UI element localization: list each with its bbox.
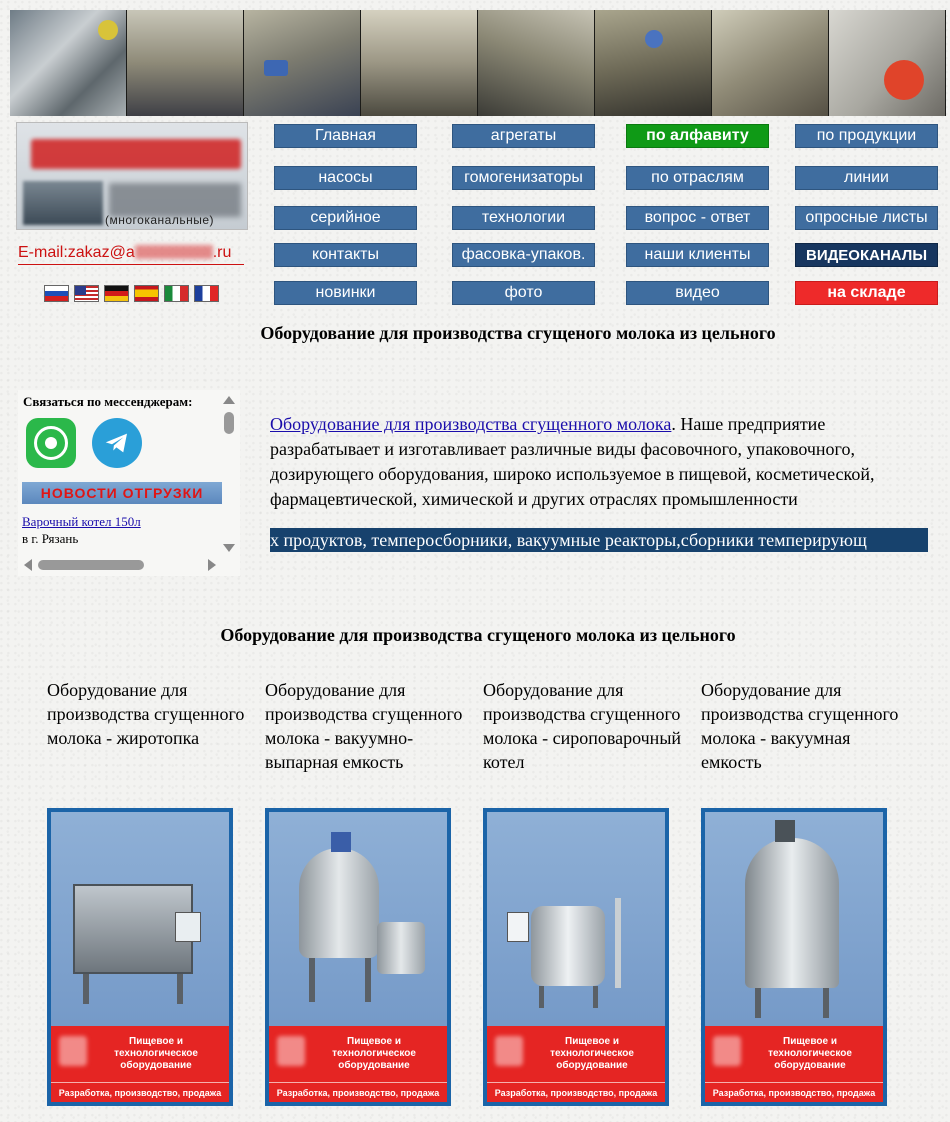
banner-workshop-photo: [127, 10, 244, 116]
product-badge: Пищевое и технологическое оборудование: [705, 1026, 883, 1082]
banner-worker-photo: [712, 10, 829, 116]
product-card[interactable]: [701, 678, 906, 1098]
product-badge: Пищевое и технологическое оборудование: [51, 1026, 229, 1082]
nav-button[interactable]: по отраслям: [626, 166, 769, 190]
logo-factory-image: [23, 181, 103, 225]
product-tagline: Разработка, производство, продажа: [269, 1082, 447, 1102]
news-link[interactable]: Варочный котел 150л: [22, 514, 141, 529]
product-tagline: Разработка, производство, продажа: [705, 1082, 883, 1102]
nav-button[interactable]: видео: [626, 281, 769, 305]
email-suffix: .ru: [212, 244, 232, 261]
product-badge: Пищевое и технологическое оборудование: [487, 1026, 665, 1082]
product-tagline: Разработка, производство, продажа: [487, 1082, 665, 1102]
news-banner[interactable]: НОВОСТИ ОТГРУЗКИ: [22, 482, 222, 504]
product-image[interactable]: [701, 808, 887, 1106]
product-card[interactable]: [483, 678, 688, 1098]
nav-button[interactable]: контакты: [274, 243, 417, 267]
scroll-right-icon[interactable]: [208, 559, 216, 571]
messenger-label: Связаться по мессенджерам:: [23, 394, 193, 409]
flag-es-icon[interactable]: [134, 285, 159, 302]
flag-it-icon[interactable]: [164, 285, 189, 302]
logo-brand-name-blurred: [31, 139, 241, 169]
whatsapp-icon[interactable]: [26, 418, 76, 468]
header-banner-photo: [10, 10, 946, 116]
intro-paragraph: [270, 412, 930, 512]
nav-button[interactable]: по продукции: [795, 124, 938, 148]
flag-fr-icon[interactable]: [194, 285, 219, 302]
nav-button[interactable]: фото: [452, 281, 595, 305]
scroll-thumb-horizontal[interactable]: [38, 560, 144, 570]
banner-equipment-photo: [361, 10, 478, 116]
scroll-up-icon[interactable]: [223, 396, 235, 404]
nav-button[interactable]: вопрос - ответ: [626, 206, 769, 230]
scroll-left-icon[interactable]: [24, 559, 32, 571]
product-card[interactable]: [47, 678, 252, 1098]
telegram-icon[interactable]: [92, 418, 142, 468]
nav-button[interactable]: на складе: [795, 281, 938, 305]
intro-text: . Наше предприятие разрабатывает и изготавливает различные виды фасовочного, упаковочного, дозирующего оборудования, широко используемое в пищевой, косметической, фармацевтической, химической и других отраслях промышленности: [270, 414, 875, 509]
product-title[interactable]: Оборудование для производства сгущенного молока - жиротопка: [47, 680, 245, 748]
nav-button[interactable]: Главная: [274, 124, 417, 148]
news-city: в г. Рязань: [22, 531, 79, 546]
horizontal-scrollbar[interactable]: [22, 558, 218, 572]
product-title[interactable]: Оборудование для производства сгущенного молока - вакуумно-выпарная емкость: [265, 680, 463, 772]
nav-button[interactable]: новинки: [274, 281, 417, 305]
nav-button[interactable]: опросные листы: [795, 206, 938, 230]
language-flags: [44, 285, 219, 302]
logo-subtitle: (многоканальные): [105, 213, 214, 227]
nav-button[interactable]: серийное: [274, 206, 417, 230]
nav-button[interactable]: линии: [795, 166, 938, 190]
nav-button[interactable]: наши клиенты: [626, 243, 769, 267]
nav-button[interactable]: насосы: [274, 166, 417, 190]
scroll-thumb[interactable]: [224, 412, 234, 434]
flag-en-icon[interactable]: [74, 285, 99, 302]
logo-phone-blurred: [109, 183, 241, 217]
email-blurred-part: [135, 245, 213, 259]
intro-link[interactable]: Оборудование для производства сгущенного молока: [270, 414, 672, 434]
product-tagline: Разработка, производство, продажа: [51, 1082, 229, 1102]
banner-vessels-photo: [595, 10, 712, 116]
banner-reactor-photo: [478, 10, 595, 116]
banner-line-photo: [244, 10, 361, 116]
product-card[interactable]: [265, 678, 470, 1098]
flag-ru-icon[interactable]: [44, 285, 69, 302]
email-link[interactable]: [18, 244, 244, 265]
nav-button[interactable]: гомогенизаторы: [452, 166, 595, 190]
nav-button[interactable]: агрегаты: [452, 124, 595, 148]
page-title: Оборудование для производства сгущеного молока из цельного: [260, 323, 776, 343]
banner-hatch-photo: [829, 10, 946, 116]
marquee-ticker: х продуктов, темперосборники, вакуумные реакторы,сборники темперирующ: [270, 528, 928, 552]
scroll-down-icon[interactable]: [223, 544, 235, 552]
nav-button[interactable]: ВИДЕОКАНАЛЫ: [795, 243, 938, 267]
nav-button[interactable]: по алфавиту: [626, 124, 769, 148]
nav-button[interactable]: технологии: [452, 206, 595, 230]
vertical-scrollbar[interactable]: [222, 394, 236, 554]
product-badge: Пищевое и технологическое оборудование: [269, 1026, 447, 1082]
product-image[interactable]: [483, 808, 669, 1106]
product-image[interactable]: [265, 808, 451, 1106]
nav-button[interactable]: фасовка-упаков.: [452, 243, 595, 267]
messenger-panel: [18, 390, 240, 576]
section-title: Оборудование для производства сгущеного молока из цельного: [220, 625, 736, 645]
banner-tank-photo: [10, 10, 127, 116]
email-prefix: E-mail:zakaz@a: [18, 244, 135, 261]
product-title[interactable]: Оборудование для производства сгущенного молока - сироповарочный котел: [483, 680, 682, 772]
product-title[interactable]: Оборудование для производства сгущенного молока - вакуумная емкость: [701, 680, 899, 772]
flag-de-icon[interactable]: [104, 285, 129, 302]
company-logo[interactable]: [16, 122, 248, 230]
product-image[interactable]: [47, 808, 233, 1106]
